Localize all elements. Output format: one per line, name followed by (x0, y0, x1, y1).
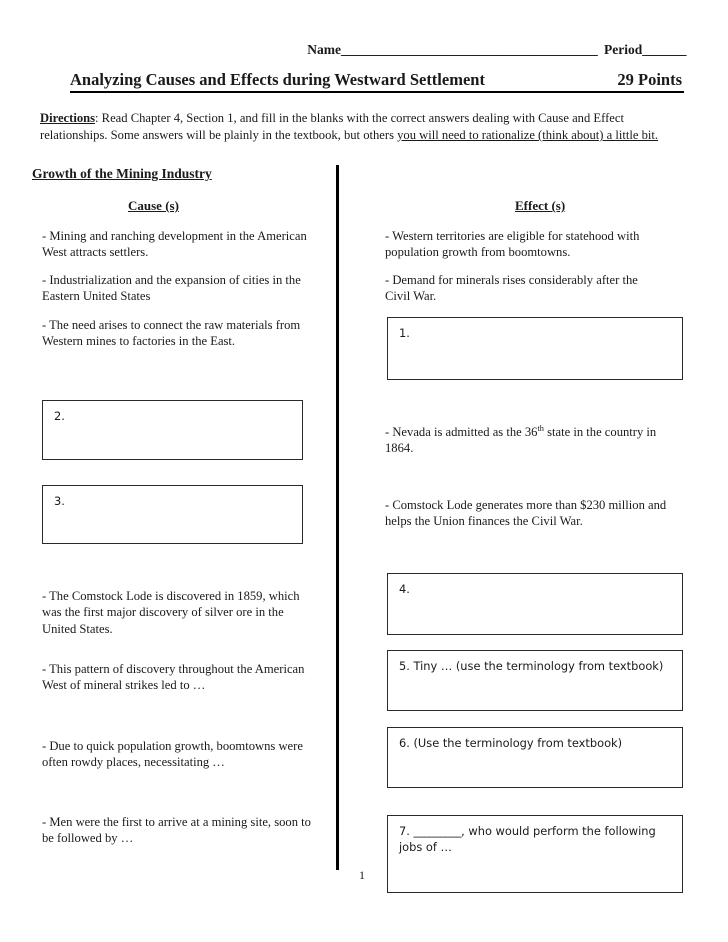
cause-item: - The need arises to connect the raw materials from Western mines to factories in the East. (42, 318, 301, 349)
effect-item: - Comstock Lode generates more than $230 million and helps the Union finances the Civil War. (385, 498, 667, 529)
effect-column-header: Effect (s) (515, 198, 566, 213)
cause-item: - Men were the first to arrive at a mining site, soon to be followed by … (42, 815, 311, 846)
answer-box-6[interactable]: 6. (Use the terminology from textbook) (387, 727, 683, 788)
answer-box-4[interactable]: 4. (387, 573, 683, 635)
answer-box-7-blank: _________ (413, 824, 462, 838)
cause-item: - Industrialization and the expansion of cities in the Eastern United States (42, 273, 301, 304)
cause-column-header: Cause (s) (128, 198, 179, 213)
cause-item: - Due to quick population growth, boomtowns were often rowdy places, necessitating … (42, 739, 303, 770)
name-blank-line[interactable]: _________________________________________ (341, 42, 598, 57)
effect-item-nevada (385, 424, 657, 457)
ordinal-superscript: th (537, 423, 544, 433)
effect-item: - Demand for minerals rises considerably after the Civil War. (385, 273, 638, 304)
answer-box-7[interactable] (387, 815, 683, 893)
column-divider (336, 165, 339, 870)
cause-item: - This pattern of discovery throughout the American West of mineral strikes led to … (42, 662, 305, 693)
effect-text-suffix: state in the country in 1864. (385, 425, 657, 456)
page-title: Analyzing Causes and Effects during Westward Settlement (70, 70, 485, 89)
directions-emphasis: you will need to rationalize (think about) a little bit. (397, 127, 659, 142)
section-heading: Growth of the Mining Industry (32, 166, 212, 181)
title-row (70, 70, 684, 93)
answer-box-1[interactable]: 1. (387, 317, 683, 380)
effect-text-prefix: - Nevada is admitted as the 36 (385, 425, 538, 439)
answer-box-2[interactable]: 2. (42, 400, 303, 460)
cause-item: - Mining and ranching development in the American West attracts settlers. (42, 229, 307, 260)
page-number: 1 (359, 868, 365, 882)
answer-box-7-suffix: , who would perform the following jobs of … (399, 824, 656, 855)
answer-box-3[interactable]: 3. (42, 485, 303, 544)
answer-box-5[interactable]: 5. Tiny … (use the terminology from textbook) (387, 650, 683, 711)
points-value: 29 Points (617, 70, 682, 89)
name-label: Name (307, 42, 341, 57)
name-period-row (42, 42, 686, 58)
directions-label: Directions (40, 111, 96, 125)
answer-box-7-prefix: 7. (399, 824, 414, 838)
effect-item: - Western territories are eligible for statehood with population growth from boomtowns. (385, 229, 640, 260)
directions-body: : Read Chapter 4, Section 1, and fill in the blanks with the correct answers dealing with Cause and Effect relationships. Some answers will be plainly in the textbook, but others (40, 111, 624, 142)
directions-paragraph (40, 110, 688, 144)
period-label: Period (604, 42, 643, 57)
cause-item: - The Comstock Lode is discovered in 1859, which was the first major discovery of silver ore in the United States. (42, 589, 300, 636)
period-blank-line[interactable]: _______ (642, 42, 686, 57)
